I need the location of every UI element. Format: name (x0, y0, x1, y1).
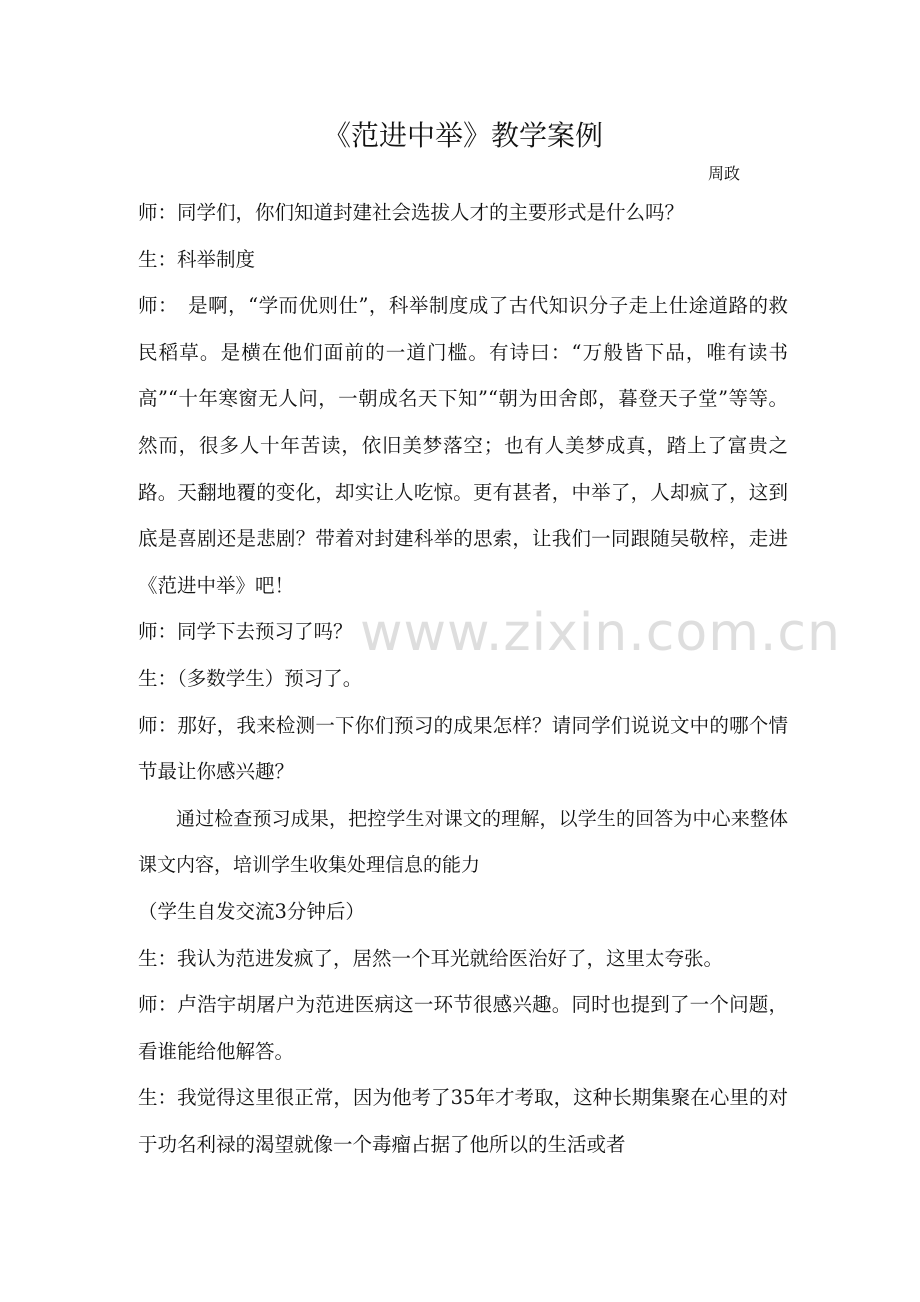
paragraph-student-opinion: 生：我认为范进发疯了，居然一个耳光就给医治好了，这里太夸张。 (138, 946, 724, 970)
paragraph-student-explanation: 生：我觉得这里很正常，因为他考了35年才考取，这种长期集聚在心里的对于功名利禄的渴望就像一个毒瘤占据了他所以的生活或者 (138, 1086, 788, 1156)
paragraph-stage-direction: （学生自发交流3分钟后） (138, 899, 365, 923)
paragraph-teacher-preview-question: 师：同学下去预习了吗？ (138, 620, 353, 644)
paragraph-teacher-question: 师：同学们，你们知道封建社会选拔人才的主要形式是什么吗？ (138, 201, 685, 224)
paragraph-teacher-followup: 师：卢浩宇胡屠户为范进医病这一环节很感兴趣。同时也提到了一个问题，看谁能给他解答。 (138, 993, 788, 1063)
document-page (138, 110, 788, 1168)
paragraph-teacher-intro: 师： 是啊，“学而优则仕”，科举制度成了古代知识分子走上仕途道路的救民稻草。是横在他们面前的一道门槛。有诗曰：“万般皆下品，唯有读书高”“十年寒窗无人问，一朝成名天下知”“朝为田舍郎，暮登天子堂”等等。然而，很多人十年苦读，依旧美梦落空；也有人美梦成真，踏上了富贵之路。天翻地覆的变化，却实让人吃惊。更有甚者，中举了，人却疯了，这到底是喜剧还是悲剧？带着对封建科举的思索，让我们一同跟随吴敬梓，走进《范进中举》吧！ (138, 294, 788, 597)
document-title: 《范进中举》教学案例 (322, 119, 603, 152)
paragraph-design-note: 通过检查预习成果，把控学生对课文的理解，以学生的回答为中心来整体课文内容，培训学生收集处理信息的能力 (138, 807, 788, 877)
paragraph-teacher-check: 师：那好，我来检测一下你们预习的成果怎样？请同学们说说文中的哪个情节最让你感兴趣？ (138, 713, 788, 784)
watermark-text: www.zixin.com.cn (360, 603, 841, 663)
paragraph-student-answer: 生：科举制度 (138, 247, 256, 271)
document-author: 周政 (707, 164, 740, 183)
paragraph-student-preview-answer: 生：（多数学生）预习了。 (138, 666, 363, 690)
